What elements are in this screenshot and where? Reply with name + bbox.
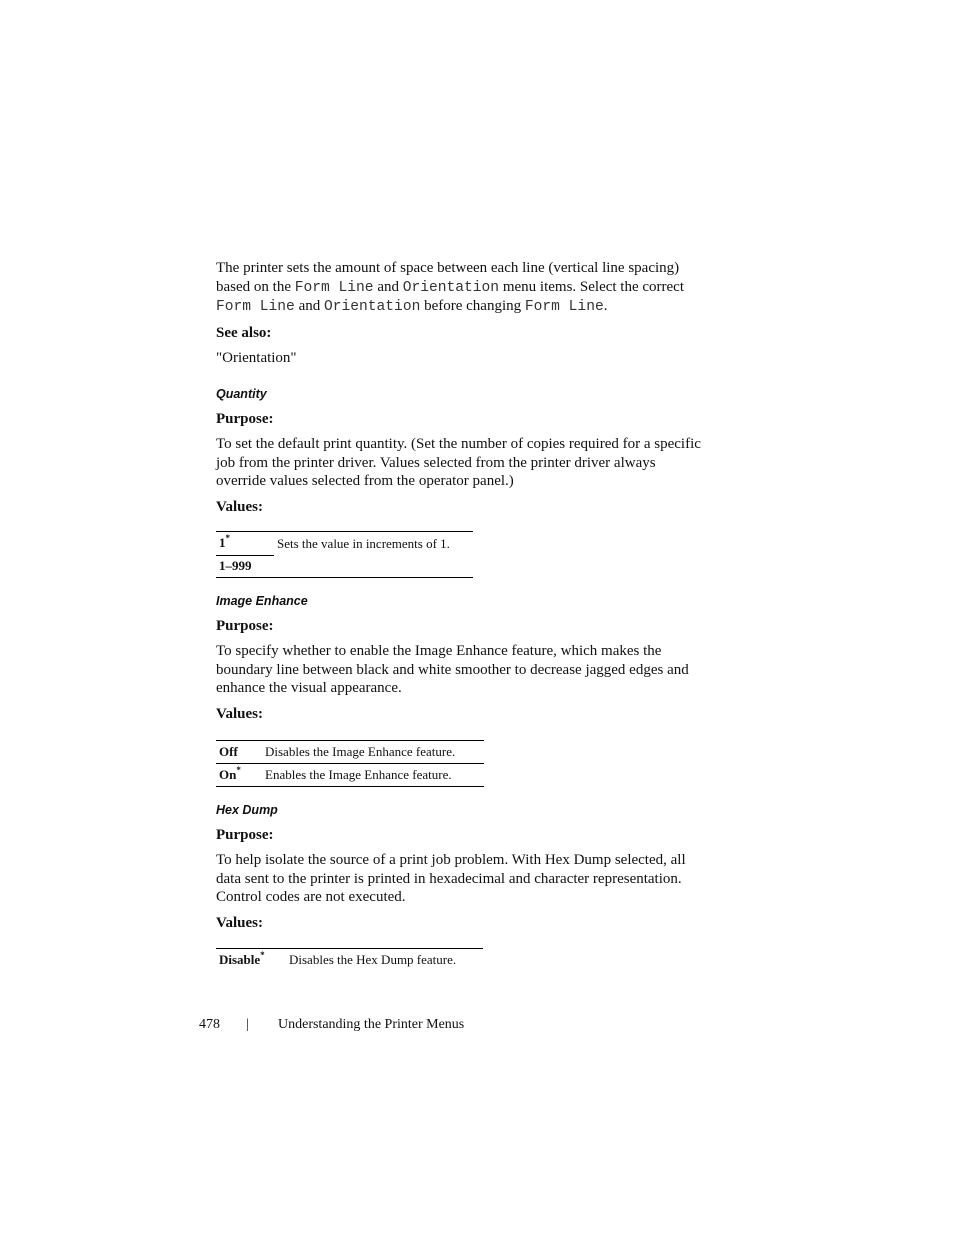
code-orientation: Orientation	[402, 279, 500, 296]
purpose-label: Purpose:	[216, 410, 274, 427]
footer-section-title: Understanding the Printer Menus	[278, 1017, 465, 1032]
purpose-text: To specify whether to enable the Image Enhance feature, which makes the boundary line between black and white smoother to decrease jagged edges and enhance the visual appearance.	[216, 642, 689, 697]
purpose-label: Purpose:	[216, 827, 274, 844]
value-key: On*	[219, 765, 241, 783]
purpose-label: Purpose:	[216, 617, 274, 634]
purpose-text: To help isolate the source of a print job problem. With Hex Dump selected, all data sent to the printer is printed in hexadecimal and character representation. Control codes are not executed.	[216, 852, 686, 906]
value-key: 1*	[216, 531, 274, 555]
purpose-text: To set the default print quantity. (Set the number of copies required for a specific job from the printer driver. Values selected from the printer driver always override values selected from the operator panel.)	[216, 435, 701, 490]
page-number: 478	[199, 1017, 220, 1032]
values-label: Values:	[216, 498, 263, 515]
value-description: Disables the Image Enhance feature.	[262, 741, 484, 764]
code-form-line: Form Line	[216, 299, 295, 316]
table-row	[216, 555, 473, 577]
intro-text: The printer sets the amount of space between each line (vertical line spacing)	[216, 260, 680, 276]
section-heading-image-enhance: Image Enhance	[216, 593, 308, 608]
value-key: 1–999	[219, 558, 252, 574]
see-also-label: See also:	[216, 325, 272, 342]
intro-text: .	[603, 298, 608, 315]
values-table-image-enhance	[216, 740, 484, 787]
default-mark: *	[236, 765, 241, 776]
values-table-hex-dump	[216, 948, 483, 972]
code-form-line: Form Line	[524, 299, 604, 316]
code-orientation: Orientation	[324, 299, 421, 316]
code-form-line: Form Line	[294, 279, 374, 296]
table-row	[216, 531, 473, 555]
default-mark: *	[260, 950, 265, 961]
intro-text: before changing	[424, 298, 522, 315]
default-mark: *	[225, 533, 230, 544]
section-heading-quantity: Quantity	[216, 386, 267, 401]
intro-text: and	[377, 278, 399, 295]
section-heading-hex-dump: Hex Dump	[216, 803, 278, 818]
table-row	[216, 764, 484, 787]
values-table-quantity	[216, 531, 473, 578]
value-description: Sets the value in increments of 1.	[277, 535, 450, 551]
table-row	[216, 949, 483, 972]
value-description: Disables the Hex Dump feature.	[289, 952, 457, 968]
table-row	[216, 741, 484, 764]
values-label: Values:	[216, 915, 263, 932]
value-key: Disable*	[219, 950, 265, 968]
page-content	[216, 259, 716, 972]
see-also-link[interactable]: "Orientation"	[216, 350, 297, 367]
value-description: Enables the Image Enhance feature.	[265, 767, 452, 783]
intro-text: based on the	[216, 278, 291, 295]
values-label: Values:	[216, 706, 263, 723]
intro-text: and	[298, 298, 321, 315]
footer-separator: |	[246, 1017, 249, 1032]
value-key: Off	[216, 741, 262, 764]
intro-paragraph	[216, 259, 716, 317]
value-description	[274, 555, 473, 577]
intro-text: menu items. Select the correct	[502, 278, 685, 295]
